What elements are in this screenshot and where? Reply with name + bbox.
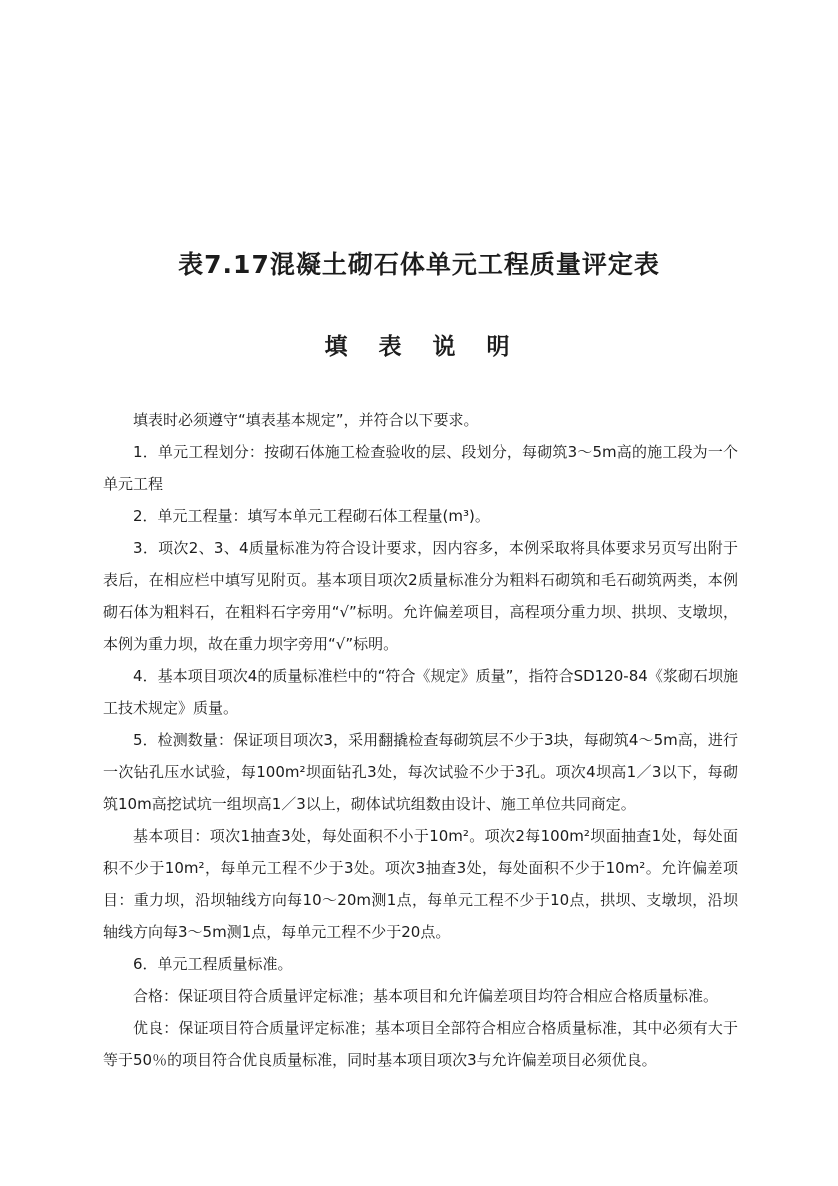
paragraph-item-2: 2．单元工程量：填写本单元工程砌石体工程量(m³)。 [133,507,490,525]
paragraph-item-6: 6．单元工程质量标准。 [133,955,293,973]
page-title: 表7.17混凝土砌石体单元工程质量评定表 [178,250,660,279]
paragraph-intro: 填表时必须遵守“填表基本规定”，并符合以下要求。 [133,411,479,429]
paragraph-basic-items: 基本项目：项次1抽查3处，每处面积不小于10m²。项次2每100m²坝面抽查1处，每处面积不少于10m²，每单元工程不少于3处。项次3抽查3处，每处面积不少于10m²。允许偏差项目：重力坝，沿坝轴线方向每10～20m测1点，每单元工程不少于10点，拱坝、支墩坝，沿坝轴线方向每3～5m测1点，每单元工程不少于20点。 [103,827,738,941]
paragraph-item-5: 5．检测数量：保证项目项次3，采用翻撬检查每砌筑层不少于3块，每砌筑4～5m高，进行一次钻孔压水试验，每100m²坝面钻孔3处，每次试验不少于3孔。项次4坝高1／3以下，每砌筑10m高挖试坑一组坝高1／3以上，砌体试坑组数由设计、施工单位共同商定。 [103,731,738,813]
paragraph-item-3: 3．项次2、3、4质量标准为符合设计要求，因内容多，本例采取将具体要求另页写出附于表后，在相应栏中填写见附页。基本项目项次2质量标准分为粗料石砌筑和毛石砌筑两类，本例砌石体为粗料石，在粗料石字旁用“√”标明。允许偏差项目，高程项分重力坝、拱坝、支墩坝，本例为重力坝，故在重力坝字旁用“√”标明。 [103,539,738,653]
page-subtitle: 填 表 说 明 [324,334,514,360]
paragraph-qualified: 合格：保证项目符合质量评定标准；基本项目和允许偏差项目均符合相应合格质量标准。 [133,987,719,1005]
paragraph-excellent: 优良：保证项目符合质量评定标准；基本项目全部符合相应合格质量标准，其中必须有大于等于50％的项目符合优良质量标准，同时基本项目项次3与允许偏差项目必须优良。 [103,1019,738,1069]
paragraph-item-1: 1．单元工程划分：按砌石体施工检查验收的层、段划分，每砌筑3～5m高的施工段为一个单元工程 [103,443,738,493]
document-body [103,404,738,1076]
paragraph-item-4: 4．基本项目项次4的质量标准栏中的“符合《规定》质量”，指符合SD120-84《浆砌石坝施工技术规定》质量。 [103,667,738,717]
